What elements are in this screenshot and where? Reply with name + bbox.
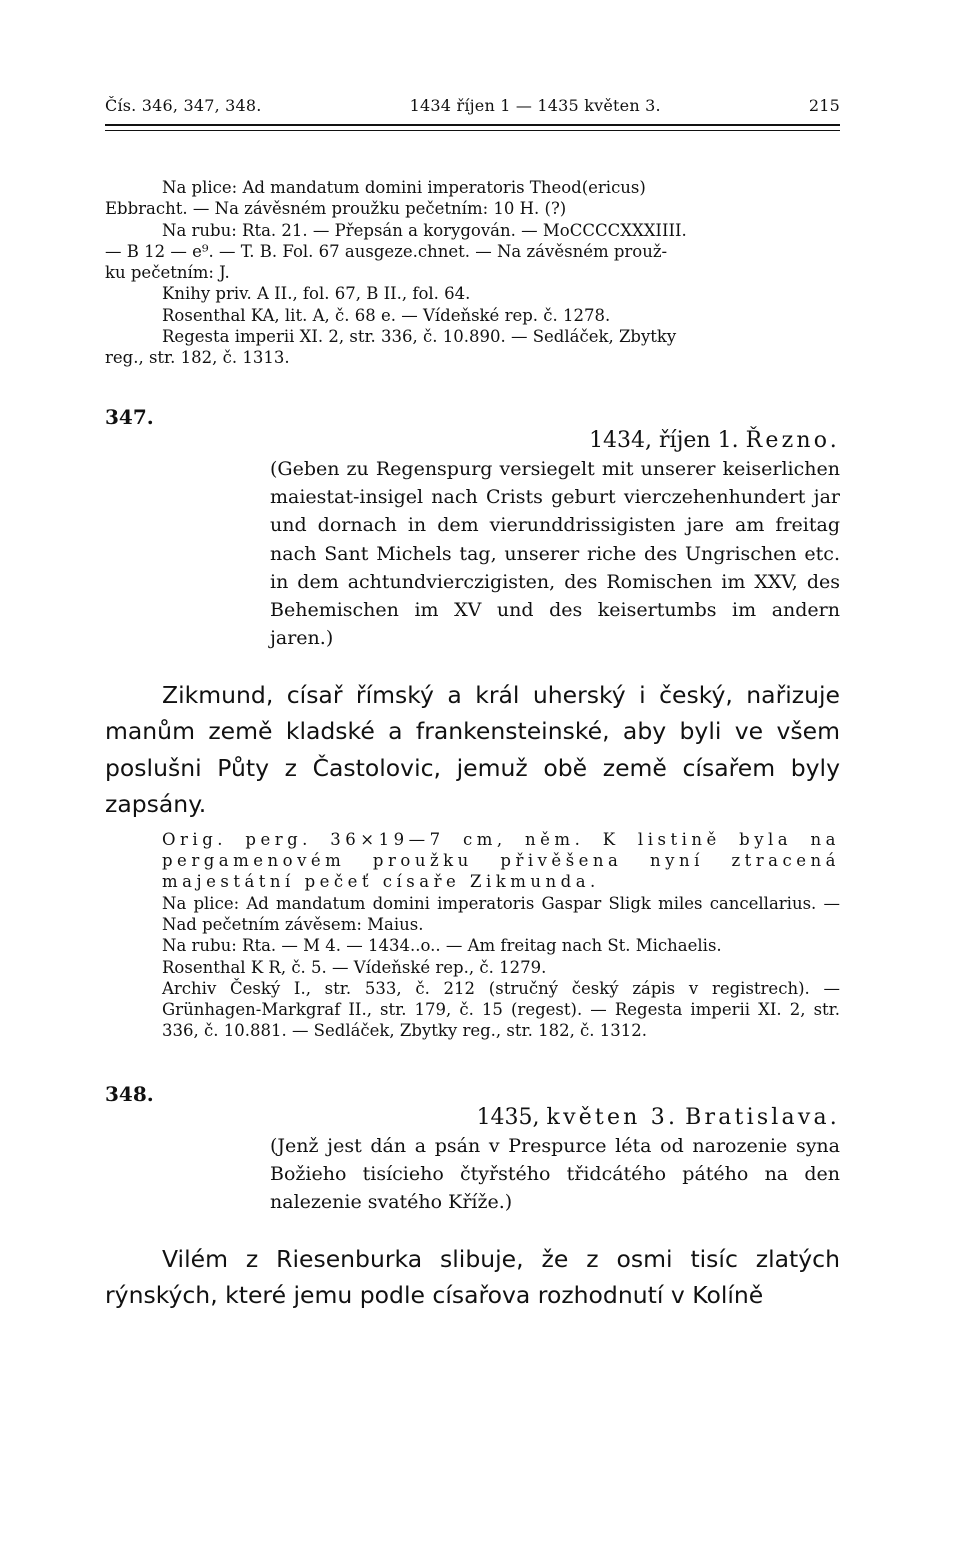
doc347-place: Řezno. bbox=[745, 427, 840, 453]
note-line: Rosenthal K R, č. 5. — Vídeňské rep., č. 1279. bbox=[162, 957, 547, 977]
doc348-regest-text: Vilém z Riesenburka slibuje, že z osmi tisíc zlatých rýnských, které jemu podle císařova rozhodnutí v Kolíně bbox=[105, 1244, 840, 1310]
doc347-notes bbox=[105, 829, 840, 1042]
note-line: Na rubu: Rta. — M 4. — 1434..o.. — Am freitag nach St. Michaelis. bbox=[162, 936, 722, 956]
header-rule bbox=[105, 130, 840, 131]
doc348-quote: (Jenž jest dán a psán v Prespurce léta od narozenie syna Božieho tisícieho čtyřstého třidcátého pátého na den nalezenie svatého Kříže.) bbox=[270, 1134, 840, 1214]
note-line: Na plice: Ad mandatum domini imperatoris Theod(ericus) bbox=[162, 178, 646, 197]
doc348-place: Bratislava. bbox=[685, 1104, 840, 1130]
doc346-notes bbox=[105, 177, 840, 369]
doc347-quote: (Geben zu Regenspurg versiegelt mit unserer keiserlichen maiestat-insigel nach Crists geburt vierczehenhundert jar und dornach in dem vierunddrissigisten jare am freitag nach Sant Michels tag, unserer riche des Ungrischen etc. in dem achtundvierczigisten, des Romischen im XXV, des Behemischen im XV und des keisertumbs im andern jaren.) bbox=[270, 457, 840, 650]
note-line: Na rubu: Rta. 21. — Přepsán a korygován. — MoCCCCXXXIIII. bbox=[162, 220, 687, 240]
doc347-dateline bbox=[105, 427, 840, 455]
page-number: 215 bbox=[808, 96, 840, 115]
note-orig: Orig. perg. 36×19—7 cm, něm. K listině byla na pergamenovém proužku přivěšena nyní ztracená majestátní pečeť císaře Zikmunda. bbox=[162, 829, 840, 892]
page bbox=[105, 96, 840, 1314]
doc348-regest bbox=[105, 1241, 840, 1314]
note-line: — B 12 — e⁹. — T. B. Fol. 67 ausgeze.chnet. — Na závěsném prouž- bbox=[105, 241, 668, 261]
doc347-regest-text: Zikmund, císař římský a král uherský i český, nařizuje manům země kladské a frankensteinské, aby byli ve všem poslušni Půty z Častolovic, jemuž obě země císařem byly zapsány. bbox=[105, 680, 840, 819]
doc348-month: květen 3. bbox=[546, 1104, 679, 1130]
doc347-number: 347. bbox=[105, 404, 154, 429]
note-line: Knihy priv. A II., fol. 67, B II., fol. 64. bbox=[162, 284, 471, 304]
running-head bbox=[105, 96, 840, 126]
header-date-range: 1434 říjen 1 — 1435 květen 3. bbox=[409, 96, 661, 115]
note-line: Ebbracht. — Na závěsném proužku pečetním: 10 H. (?) bbox=[105, 199, 567, 219]
header-doc-numbers: Čís. 346, 347, 348. bbox=[105, 96, 262, 115]
note-line: Na plice: Ad mandatum domini imperatoris Gaspar Sligk miles cancellarius. — Nad pečetním závěsem: Maius. bbox=[162, 893, 840, 934]
note-line: Archiv Český I., str. 533, č. 212 (stručný český zápis v registrech). — Grünhagen-Markgraf II., str. 179, č. 15 (regest). — Regesta imperii XI. 2, str. 336, č. 10.881. — Sedláček, Zbytky reg., str. 182, č. 1312. bbox=[162, 978, 840, 1041]
note-line: ku pečetním: J. bbox=[105, 263, 230, 283]
doc347-date: 1434, říjen 1. bbox=[589, 427, 739, 453]
doc348-date: 1435, bbox=[476, 1104, 540, 1130]
note-line: Rosenthal KA, lit. A, č. 68 e. — Vídeňské rep. č. 1278. bbox=[162, 305, 611, 325]
note-line: reg., str. 182, č. 1313. bbox=[105, 348, 290, 368]
doc348-dateline bbox=[105, 1104, 840, 1132]
note-line: Regesta imperii XI. 2, str. 336, č. 10.890. — Sedláček, Zbytky bbox=[162, 327, 677, 347]
doc347-regest bbox=[105, 677, 840, 823]
doc348-number: 348. bbox=[105, 1081, 154, 1106]
